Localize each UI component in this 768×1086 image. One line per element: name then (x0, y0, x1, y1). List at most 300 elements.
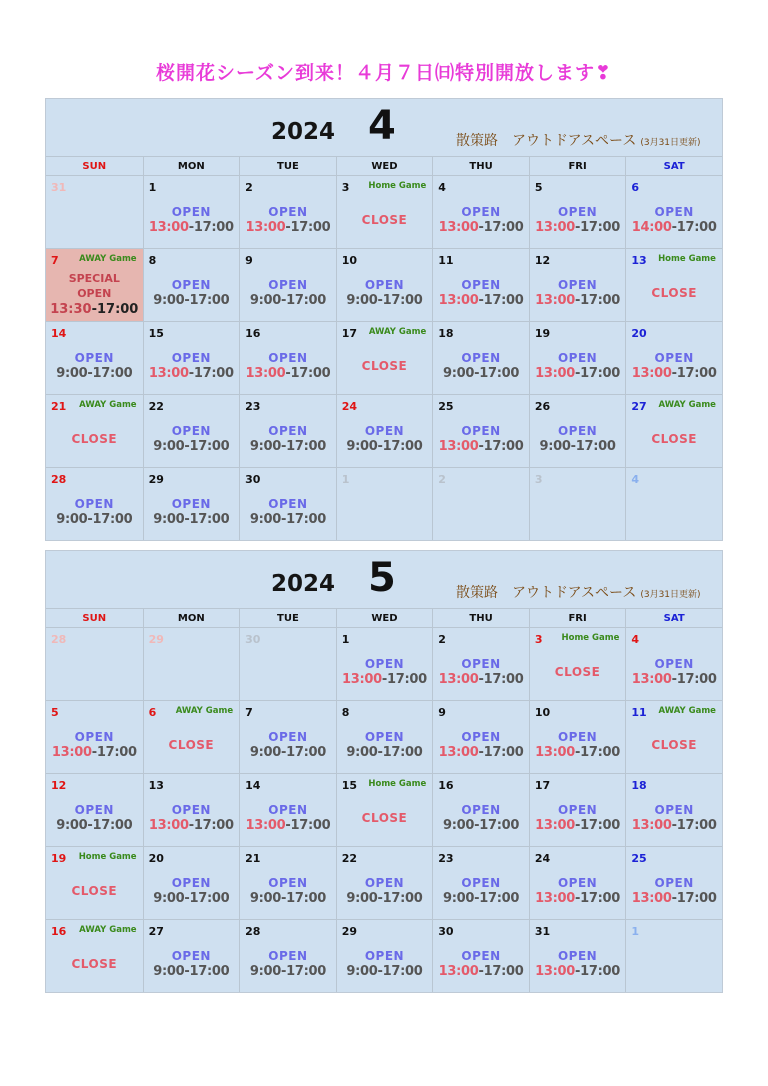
open-label: OPEN (461, 949, 501, 963)
day-cell (625, 773, 722, 846)
close-label: CLOSE (168, 738, 215, 752)
weekday-fri: FRI (529, 608, 626, 627)
day-number: 18 (438, 327, 454, 340)
day-cell (432, 919, 529, 992)
end-time: -17:00 (285, 366, 331, 381)
open-label: OPEN (364, 876, 405, 890)
start-time: 13:00 (438, 439, 479, 454)
day-number: 15 (341, 779, 357, 792)
start-time: 9:00 (249, 745, 281, 760)
week-row (46, 919, 722, 992)
start-time: 13:00 (148, 366, 189, 381)
weekday-header-row (46, 608, 722, 627)
day-cell (143, 846, 240, 919)
day-number: 29 (341, 925, 357, 938)
day-number: 19 (534, 327, 551, 340)
end-time: -17:00 (91, 302, 139, 317)
opening-hours (240, 220, 336, 235)
opening-hours (530, 818, 626, 833)
end-time: -17:00 (377, 891, 423, 906)
open-label: OPEN (268, 424, 308, 438)
day-number: 28 (245, 925, 261, 938)
day-number: 16 (245, 327, 261, 340)
weekday-header-row (46, 156, 722, 175)
start-time: 13:00 (631, 891, 672, 906)
end-time: -17:00 (575, 293, 621, 308)
day-cell (143, 627, 240, 700)
day-number: 10 (341, 254, 357, 267)
day-number: 7 (51, 254, 59, 267)
start-time: 9:00 (346, 964, 378, 979)
day-cell (625, 248, 722, 321)
game-label: AWAY Game (79, 400, 137, 410)
day-cell (432, 846, 529, 919)
day-number: 31 (51, 181, 67, 194)
day-cell (143, 321, 240, 394)
opening-hours (240, 512, 336, 527)
updated-note: (3月31日更新) (640, 590, 701, 600)
end-time: -17:00 (478, 439, 524, 454)
day-number: 5 (51, 706, 59, 719)
opening-hours (626, 818, 722, 833)
end-time: -17:00 (87, 818, 133, 833)
start-time: 13:00 (535, 745, 576, 760)
start-time: 13:00 (245, 220, 286, 235)
open-label: OPEN (171, 876, 211, 890)
day-cell (432, 394, 529, 467)
end-time: -17:00 (184, 439, 230, 454)
day-number: 17 (534, 779, 551, 792)
day-cell (625, 175, 722, 248)
open-label: OPEN (171, 803, 211, 817)
end-time: -17:00 (575, 220, 621, 235)
day-cell (336, 919, 433, 992)
announcement-banner: 桜開花シーズン到来！４月７日㈰特別開放します❣ (156, 62, 612, 84)
open-label: OPEN (654, 803, 694, 817)
open-label: OPEN (171, 949, 211, 963)
end-time: -17:00 (671, 672, 717, 687)
weekday-sat: SAT (625, 608, 722, 627)
start-time: 13:00 (148, 220, 189, 235)
week-row (46, 175, 722, 248)
day-cell (432, 321, 529, 394)
day-number: 19 (51, 852, 67, 865)
end-time: -17:00 (184, 512, 230, 527)
day-number: 21 (51, 400, 67, 413)
day-cell (239, 394, 336, 467)
open-label: OPEN (171, 205, 211, 219)
opening-hours (626, 672, 722, 687)
day-number: 18 (631, 779, 647, 792)
day-cell (529, 700, 626, 773)
end-time: -17:00 (474, 366, 520, 381)
day-number: 16 (51, 925, 67, 938)
weekday-sun: SUN (46, 608, 143, 627)
start-time: 13:00 (438, 672, 479, 687)
location-name: 散策路 アウトドアスペース (456, 133, 637, 149)
day-cell (336, 773, 433, 846)
day-cell (239, 846, 336, 919)
day-cell (529, 248, 626, 321)
start-time: 13:00 (245, 366, 286, 381)
day-number: 28 (51, 633, 67, 646)
start-time: 9:00 (346, 745, 378, 760)
end-time: -17:00 (570, 439, 616, 454)
opening-hours (144, 220, 240, 235)
game-label: AWAY Game (658, 400, 716, 410)
day-cell (46, 919, 143, 992)
day-number: 8 (341, 706, 350, 719)
opening-hours (337, 745, 433, 760)
day-number: 27 (631, 400, 647, 413)
game-label: AWAY Game (368, 327, 427, 337)
weekday-thu: THU (432, 156, 529, 175)
opening-hours (626, 891, 722, 906)
opening-hours (530, 366, 626, 381)
open-label: OPEN (557, 351, 598, 365)
calendar-header (46, 551, 722, 608)
day-number: 12 (51, 779, 67, 792)
end-time: -17:00 (671, 366, 717, 381)
day-number: 15 (148, 327, 164, 340)
day-cell (625, 394, 722, 467)
week-row (46, 846, 722, 919)
weekday-mon: MON (143, 156, 240, 175)
opening-hours (144, 964, 240, 979)
day-number: 20 (148, 852, 164, 865)
start-time: 9:00 (153, 891, 185, 906)
open-label: OPEN (557, 730, 598, 744)
start-time: 9:00 (442, 818, 475, 833)
day-number: 4 (631, 473, 640, 486)
day-number: 14 (51, 327, 67, 340)
day-number: 2 (438, 473, 446, 486)
open-label: OPEN (74, 803, 114, 817)
close-label: CLOSE (361, 359, 408, 373)
game-label: Home Game (561, 633, 620, 643)
start-time: 9:00 (249, 891, 281, 906)
end-time: -17:00 (184, 891, 230, 906)
day-cell (625, 627, 722, 700)
location-name: 散策路 アウトドアスペース (456, 585, 637, 601)
end-time: -17:00 (377, 439, 423, 454)
day-cell (143, 175, 240, 248)
end-time: -17:00 (188, 818, 234, 833)
opening-hours (626, 366, 722, 381)
opening-hours (337, 964, 433, 979)
close-label: CLOSE (651, 738, 697, 752)
day-number: 6 (631, 181, 640, 194)
end-time: -17:00 (280, 293, 326, 308)
day-number: 24 (534, 852, 551, 865)
end-time: -17:00 (285, 220, 331, 235)
day-cell (239, 773, 336, 846)
start-time: 13:30 (50, 302, 92, 317)
day-cell (239, 467, 336, 540)
opening-hours (530, 439, 626, 454)
day-number: 22 (341, 852, 357, 865)
end-time: -17:00 (280, 891, 326, 906)
special-line: OPEN (77, 287, 112, 300)
close-label: CLOSE (651, 286, 697, 300)
week-row (46, 321, 722, 394)
game-label: Home Game (368, 779, 427, 789)
weekday-thu: THU (432, 608, 529, 627)
weekday-tue: TUE (239, 608, 336, 627)
close-label: CLOSE (361, 811, 408, 825)
day-cell (432, 700, 529, 773)
open-label: OPEN (461, 351, 501, 365)
open-label: OPEN (74, 497, 114, 511)
start-time: 9:00 (56, 818, 88, 833)
start-time: 13:00 (148, 818, 189, 833)
day-cell (336, 175, 433, 248)
start-time: 13:00 (51, 745, 92, 760)
game-label: AWAY Game (79, 925, 137, 935)
open-label: OPEN (557, 803, 598, 817)
opening-hours (433, 220, 529, 235)
game-label: AWAY Game (658, 706, 716, 716)
end-time: -17:00 (575, 964, 621, 979)
opening-hours (530, 220, 626, 235)
day-cell (336, 321, 433, 394)
day-cell (432, 175, 529, 248)
start-time: 13:00 (631, 818, 672, 833)
day-cell (529, 467, 626, 540)
open-label: OPEN (557, 424, 598, 438)
end-time: -17:00 (575, 366, 621, 381)
day-cell (46, 321, 143, 394)
open-label: OPEN (268, 278, 308, 292)
day-number: 10 (534, 706, 551, 719)
day-cell (336, 700, 433, 773)
end-time: -17:00 (188, 366, 234, 381)
opening-hours (530, 891, 626, 906)
week-row (46, 394, 722, 467)
opening-hours (530, 745, 626, 760)
close-label: CLOSE (554, 665, 601, 679)
end-time: -17:00 (280, 964, 326, 979)
day-number: 3 (341, 181, 350, 194)
day-number: 16 (438, 779, 454, 792)
open-label: OPEN (171, 497, 211, 511)
day-number: 13 (148, 779, 164, 792)
day-number: 17 (341, 327, 357, 340)
day-number: 30 (438, 925, 454, 938)
day-cell (529, 846, 626, 919)
open-label: OPEN (171, 278, 211, 292)
calendar-header (46, 99, 722, 156)
day-number: 11 (438, 254, 454, 267)
close-label: CLOSE (651, 432, 697, 446)
opening-hours (433, 745, 529, 760)
start-time: 13:00 (438, 220, 479, 235)
weekday-tue: TUE (239, 156, 336, 175)
day-cell (239, 248, 336, 321)
day-cell (625, 321, 722, 394)
day-number: 30 (245, 633, 261, 646)
opening-hours (337, 672, 433, 687)
start-time: 9:00 (346, 439, 378, 454)
day-number: 12 (534, 254, 551, 267)
opening-hours (433, 366, 529, 381)
day-cell (625, 919, 722, 992)
day-cell (46, 175, 143, 248)
game-label: AWAY Game (175, 706, 234, 716)
open-label: OPEN (654, 657, 694, 671)
open-label: OPEN (557, 876, 598, 890)
end-time: -17:00 (381, 672, 427, 687)
start-time: 13:00 (535, 366, 576, 381)
week-row (46, 248, 722, 321)
open-label: OPEN (268, 730, 308, 744)
day-cell (336, 467, 433, 540)
day-number: 7 (245, 706, 253, 719)
day-number: 11 (631, 706, 647, 719)
opening-hours (337, 293, 433, 308)
day-number: 3 (534, 633, 543, 646)
week-row (46, 700, 722, 773)
open-label: OPEN (461, 205, 501, 219)
start-time: 13:00 (535, 891, 576, 906)
day-cell (239, 919, 336, 992)
day-cell (239, 175, 336, 248)
opening-hours (240, 293, 336, 308)
day-number: 4 (631, 633, 640, 646)
day-number: 21 (245, 852, 261, 865)
day-cell (46, 700, 143, 773)
end-time: -17:00 (285, 818, 331, 833)
day-number: 23 (438, 852, 454, 865)
day-cell (432, 467, 529, 540)
end-time: -17:00 (478, 964, 524, 979)
day-number: 25 (438, 400, 454, 413)
open-label: OPEN (557, 278, 598, 292)
opening-hours (46, 818, 143, 833)
day-number: 1 (631, 925, 640, 938)
start-time: 9:00 (249, 964, 281, 979)
open-label: OPEN (268, 351, 308, 365)
end-time: -17:00 (575, 891, 621, 906)
start-time: 9:00 (442, 366, 475, 381)
open-label: OPEN (74, 730, 114, 744)
day-cell (46, 627, 143, 700)
end-time: -17:00 (671, 220, 717, 235)
day-cell (529, 394, 626, 467)
open-label: OPEN (364, 278, 405, 292)
day-cell (143, 773, 240, 846)
opening-hours (240, 891, 336, 906)
start-time: 13:00 (438, 964, 479, 979)
day-number: 29 (148, 473, 164, 486)
open-label: OPEN (364, 949, 405, 963)
opening-hours (144, 512, 240, 527)
special-line: SPECIAL (68, 272, 120, 285)
open-label: OPEN (461, 278, 501, 292)
open-label: OPEN (461, 803, 501, 817)
start-time: 9:00 (346, 891, 378, 906)
open-label: OPEN (461, 657, 501, 671)
end-time: -17:00 (184, 964, 230, 979)
end-time: -17:00 (377, 293, 423, 308)
calendar-year: 2024 (271, 119, 336, 145)
day-number: 14 (245, 779, 261, 792)
start-time: 9:00 (249, 293, 281, 308)
game-label: Home Game (78, 852, 137, 862)
opening-hours (530, 293, 626, 308)
location-label (456, 130, 701, 150)
start-time: 9:00 (539, 439, 571, 454)
end-time: -17:00 (478, 745, 524, 760)
opening-hours (433, 439, 529, 454)
end-time: -17:00 (188, 220, 234, 235)
day-number: 22 (148, 400, 164, 413)
start-time: 13:00 (245, 818, 286, 833)
day-number: 25 (631, 852, 647, 865)
day-number: 1 (341, 633, 350, 646)
day-cell (143, 248, 240, 321)
week-row (46, 467, 722, 540)
open-label: OPEN (364, 730, 405, 744)
start-time: 9:00 (153, 512, 185, 527)
open-label: OPEN (268, 497, 308, 511)
open-label: OPEN (268, 876, 308, 890)
end-time: -17:00 (280, 512, 326, 527)
weekday-mon: MON (143, 608, 240, 627)
open-label: OPEN (364, 424, 405, 438)
day-number: 31 (534, 925, 551, 938)
day-number: 5 (534, 181, 543, 194)
opening-hours (46, 745, 143, 760)
opening-hours (240, 964, 336, 979)
day-cell (432, 248, 529, 321)
end-time: -17:00 (474, 891, 520, 906)
open-label: OPEN (171, 351, 211, 365)
opening-hours (144, 366, 240, 381)
day-cell (46, 248, 143, 321)
open-label: OPEN (364, 657, 405, 671)
opening-hours (144, 439, 240, 454)
close-label: CLOSE (71, 884, 118, 898)
day-number: 9 (438, 706, 446, 719)
day-number: 1 (341, 473, 350, 486)
day-cell (529, 175, 626, 248)
calendar-month: 5 (368, 555, 396, 601)
opening-hours (433, 964, 529, 979)
day-number: 24 (341, 400, 357, 413)
day-number: 2 (245, 181, 253, 194)
game-label: Home Game (658, 254, 716, 264)
end-time: -17:00 (87, 366, 133, 381)
start-time: 9:00 (249, 439, 281, 454)
end-time: -17:00 (671, 891, 717, 906)
april-calendar (45, 98, 723, 541)
may-calendar (45, 550, 723, 993)
end-time: -17:00 (671, 818, 717, 833)
day-number: 23 (245, 400, 261, 413)
day-cell (529, 321, 626, 394)
day-cell (239, 627, 336, 700)
day-cell (432, 627, 529, 700)
opening-hours (240, 439, 336, 454)
end-time: -17:00 (87, 512, 133, 527)
special-hours (46, 302, 143, 317)
day-number: 26 (534, 400, 551, 413)
opening-hours (337, 891, 433, 906)
end-time: -17:00 (575, 745, 621, 760)
updated-note: (3月31日更新) (640, 138, 701, 148)
start-time: 13:00 (342, 672, 382, 687)
